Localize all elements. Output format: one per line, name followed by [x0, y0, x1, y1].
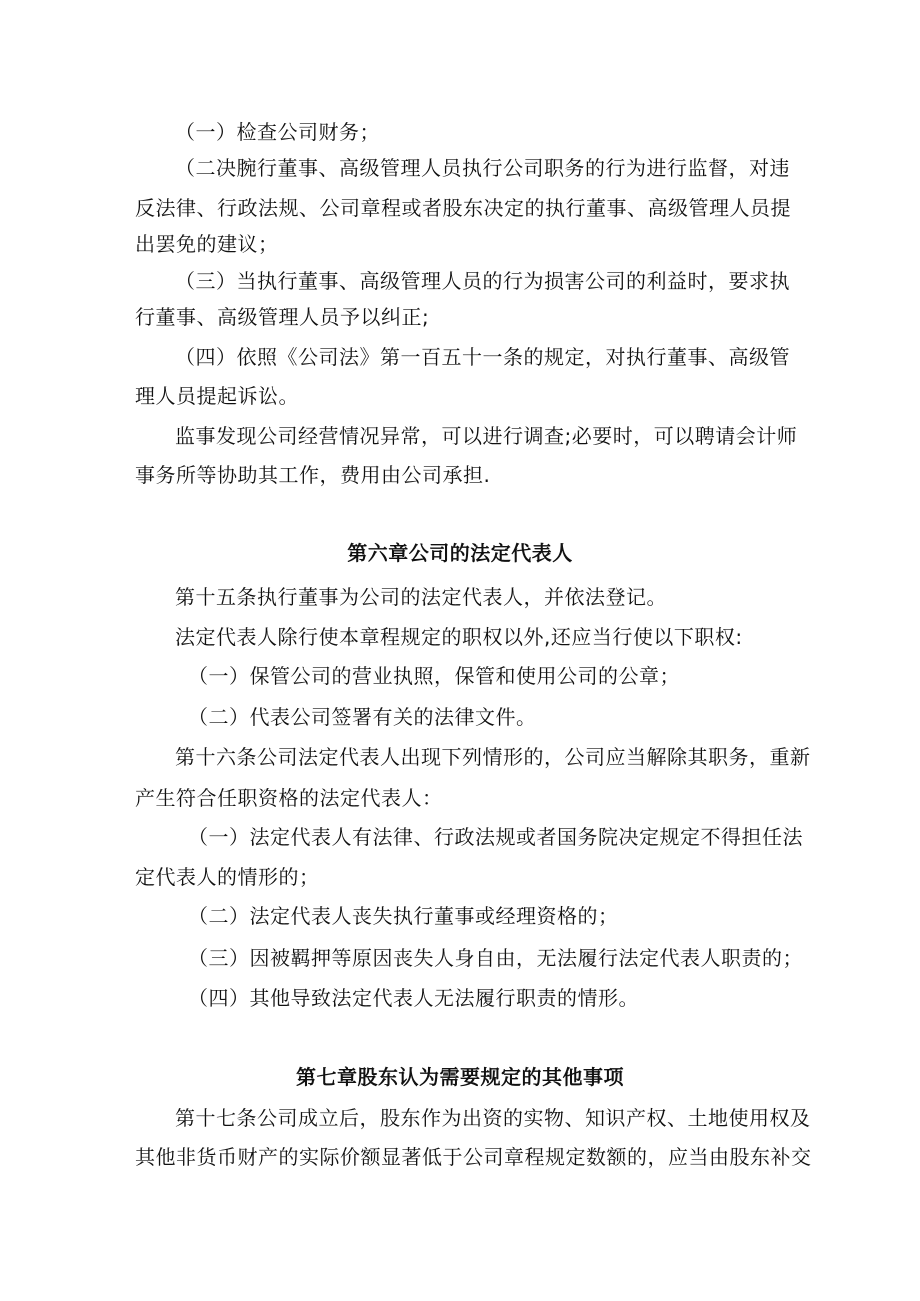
- article-17-line-1: 第十七条公司成立后，股东作为出资的实物、知识产权、土地使用权及: [175, 1106, 811, 1130]
- article-16-line-1: 第十六条公司法定代表人出现下列情形的，公司应当解除其职务，重新: [175, 745, 811, 769]
- item-3-correct-line-1: （三）当执行董事、高级管理人员的行为损害公司的利益时，要求执: [175, 269, 790, 293]
- item-1-inspect-finance: （一）检查公司财务；: [175, 120, 380, 144]
- item-4-lawsuit-line-1: （四）依照《公司法》第一百五十一条的规定，对执行董事、高级管: [175, 345, 790, 369]
- legal-rep-duties-intro: 法定代表人除行使本章程规定的职权以外,还应当行使以下职权:: [175, 625, 743, 649]
- chapter-6-heading: 第六章公司的法定代表人: [347, 541, 573, 565]
- case-1-line-1: （一）法定代表人有法律、行政法规或者国务院决定规定不得担任法: [188, 825, 803, 849]
- supervisor-investigation-line-2: 事务所等协助其工作，费用由公司承担.: [135, 463, 491, 487]
- case-2: （二）法定代表人丧失执行董事或经理资格的；: [188, 904, 619, 928]
- case-4: （四）其他导致法定代表人无法履行职责的情形。: [188, 986, 639, 1010]
- supervisor-investigation-line-1: 监事发现公司经营情况异常，可以进行调查;必要时，可以聘请会计师: [175, 424, 798, 448]
- item-2-supervise-line-2: 反法律、行政法规、公司章程或者股东决定的执行董事、高级管理人员提: [135, 196, 791, 220]
- case-3: （三）因被羁押等原因丧失人身自由，无法履行法定代表人职责的；: [188, 946, 803, 970]
- item-2-supervise-line-3: 出罢免的建议；: [135, 232, 279, 256]
- duty-2-sign-documents: （二）代表公司签署有关的法律文件。: [188, 705, 537, 729]
- case-1-line-2: 定代表人的情形的；: [135, 865, 320, 889]
- article-16-line-2: 产生符合任职资格的法定代表人：: [135, 786, 443, 810]
- chapter-7-heading: 第七章股东认为需要规定的其他事项: [296, 1065, 624, 1089]
- item-2-supervise-line-1: （二决腕行董事、高级管理人员执行公司职务的行为进行监督，对违: [175, 156, 790, 180]
- article-17-line-2: 其他非货币财产的实际价额显著低于公司章程规定数额的，应当由股东补交: [135, 1145, 812, 1169]
- article-15: 第十五条执行董事为公司的法定代表人，并依法登记。: [175, 585, 667, 609]
- duty-1-keep-license: （一）保管公司的营业执照，保管和使用公司的公章；: [188, 664, 680, 688]
- item-4-lawsuit-line-2: 理人员提起诉讼。: [135, 384, 299, 408]
- item-3-correct-line-2: 行董事、高级管理人员予以纠正;: [135, 305, 430, 329]
